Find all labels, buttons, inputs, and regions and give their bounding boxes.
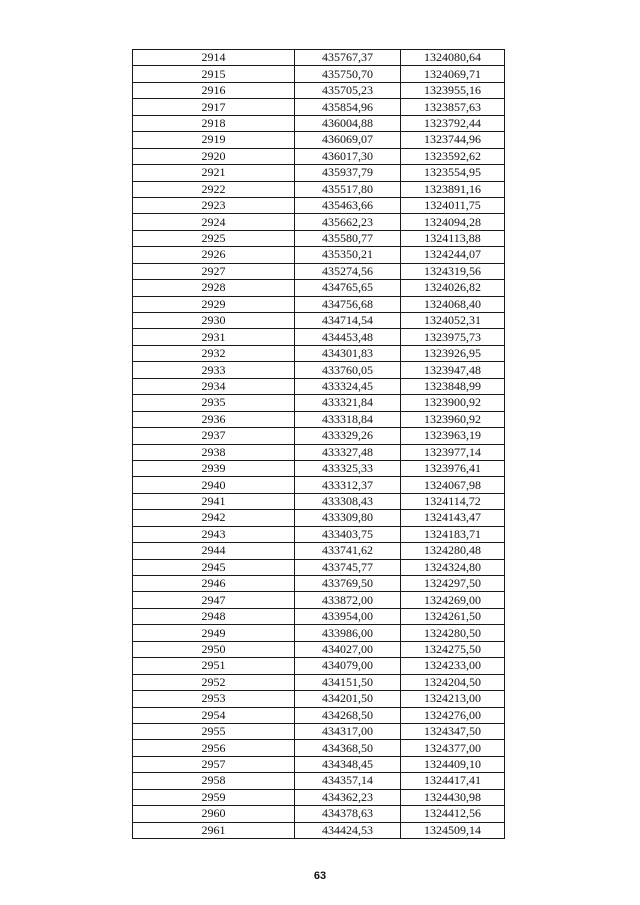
- y-coordinate-cell: 1324275,50: [401, 641, 505, 657]
- x-coordinate-cell: 435854,96: [295, 99, 401, 115]
- point-number-cell: 2925: [133, 230, 295, 246]
- y-coordinate-cell: 1324183,71: [401, 526, 505, 542]
- y-coordinate-cell: 1324080,64: [401, 50, 505, 66]
- table-row: [133, 247, 505, 263]
- point-number-cell: 2920: [133, 148, 295, 164]
- coordinates-table-body: [133, 50, 505, 839]
- y-coordinate-cell: 1324052,31: [401, 313, 505, 329]
- table-row: [133, 592, 505, 608]
- point-number-cell: 2934: [133, 378, 295, 394]
- point-number-cell: 2936: [133, 411, 295, 427]
- point-number-cell: 2933: [133, 362, 295, 378]
- x-coordinate-cell: 434027,00: [295, 641, 401, 657]
- y-coordinate-cell: 1323977,14: [401, 444, 505, 460]
- table-row: [133, 263, 505, 279]
- table-row: [133, 230, 505, 246]
- table-row: [133, 559, 505, 575]
- y-coordinate-cell: 1324204,50: [401, 674, 505, 690]
- point-number-cell: 2957: [133, 756, 295, 772]
- table-row: [133, 444, 505, 460]
- table-row: [133, 411, 505, 427]
- y-coordinate-cell: 1324261,50: [401, 608, 505, 624]
- x-coordinate-cell: 436004,88: [295, 115, 401, 131]
- y-coordinate-cell: 1324347,50: [401, 723, 505, 739]
- point-number-cell: 2946: [133, 576, 295, 592]
- x-coordinate-cell: 435463,66: [295, 197, 401, 213]
- point-number-cell: 2929: [133, 296, 295, 312]
- table-row: [133, 493, 505, 509]
- y-coordinate-cell: 1324233,00: [401, 658, 505, 674]
- x-coordinate-cell: 433308,43: [295, 493, 401, 509]
- y-coordinate-cell: 1324143,47: [401, 510, 505, 526]
- x-coordinate-cell: 433329,26: [295, 428, 401, 444]
- point-number-cell: 2945: [133, 559, 295, 575]
- table-row: [133, 658, 505, 674]
- x-coordinate-cell: 434268,50: [295, 707, 401, 723]
- x-coordinate-cell: 434079,00: [295, 658, 401, 674]
- x-coordinate-cell: 435350,21: [295, 247, 401, 263]
- point-number-cell: 2951: [133, 658, 295, 674]
- point-number-cell: 2924: [133, 214, 295, 230]
- y-coordinate-cell: 1324377,00: [401, 740, 505, 756]
- x-coordinate-cell: 433760,05: [295, 362, 401, 378]
- table-row: [133, 543, 505, 559]
- table-row: [133, 740, 505, 756]
- y-coordinate-cell: 1324011,75: [401, 197, 505, 213]
- point-number-cell: 2955: [133, 723, 295, 739]
- x-coordinate-cell: 434301,83: [295, 345, 401, 361]
- x-coordinate-cell: 434348,45: [295, 756, 401, 772]
- x-coordinate-cell: 433321,84: [295, 395, 401, 411]
- y-coordinate-cell: 1324213,00: [401, 691, 505, 707]
- x-coordinate-cell: 434714,54: [295, 313, 401, 329]
- y-coordinate-cell: 1324276,00: [401, 707, 505, 723]
- x-coordinate-cell: 435580,77: [295, 230, 401, 246]
- y-coordinate-cell: 1323947,48: [401, 362, 505, 378]
- point-number-cell: 2914: [133, 50, 295, 66]
- y-coordinate-cell: 1324417,41: [401, 773, 505, 789]
- y-coordinate-cell: 1323891,16: [401, 181, 505, 197]
- y-coordinate-cell: 1324067,98: [401, 477, 505, 493]
- x-coordinate-cell: 434368,50: [295, 740, 401, 756]
- y-coordinate-cell: 1323955,16: [401, 82, 505, 98]
- point-number-cell: 2939: [133, 460, 295, 476]
- table-row: [133, 806, 505, 822]
- point-number-cell: 2930: [133, 313, 295, 329]
- y-coordinate-cell: 1324244,07: [401, 247, 505, 263]
- point-number-cell: 2921: [133, 165, 295, 181]
- x-coordinate-cell: 433318,84: [295, 411, 401, 427]
- point-number-cell: 2915: [133, 66, 295, 82]
- point-number-cell: 2958: [133, 773, 295, 789]
- point-number-cell: 2953: [133, 691, 295, 707]
- x-coordinate-cell: 433954,00: [295, 608, 401, 624]
- table-row: [133, 280, 505, 296]
- point-number-cell: 2940: [133, 477, 295, 493]
- point-number-cell: 2918: [133, 115, 295, 131]
- table-row: [133, 395, 505, 411]
- y-coordinate-cell: 1323592,62: [401, 148, 505, 164]
- table-row: [133, 345, 505, 361]
- y-coordinate-cell: 1324113,88: [401, 230, 505, 246]
- x-coordinate-cell: 436069,07: [295, 132, 401, 148]
- y-coordinate-cell: 1324319,56: [401, 263, 505, 279]
- table-row: [133, 526, 505, 542]
- y-coordinate-cell: 1323975,73: [401, 329, 505, 345]
- x-coordinate-cell: 434765,65: [295, 280, 401, 296]
- y-coordinate-cell: 1323963,19: [401, 428, 505, 444]
- table-row: [133, 66, 505, 82]
- y-coordinate-cell: 1324280,50: [401, 625, 505, 641]
- x-coordinate-cell: 436017,30: [295, 148, 401, 164]
- point-number-cell: 2937: [133, 428, 295, 444]
- point-number-cell: 2952: [133, 674, 295, 690]
- x-coordinate-cell: 435662,23: [295, 214, 401, 230]
- x-coordinate-cell: 435750,70: [295, 66, 401, 82]
- table-row: [133, 329, 505, 345]
- x-coordinate-cell: 435705,23: [295, 82, 401, 98]
- point-number-cell: 2922: [133, 181, 295, 197]
- point-number-cell: 2949: [133, 625, 295, 641]
- table-row: [133, 165, 505, 181]
- table-row: [133, 148, 505, 164]
- y-coordinate-cell: 1323744,96: [401, 132, 505, 148]
- x-coordinate-cell: 435517,80: [295, 181, 401, 197]
- table-row: [133, 99, 505, 115]
- point-number-cell: 2919: [133, 132, 295, 148]
- table-row: [133, 674, 505, 690]
- x-coordinate-cell: 433741,62: [295, 543, 401, 559]
- table-row: [133, 378, 505, 394]
- table-row: [133, 707, 505, 723]
- table-row: [133, 789, 505, 805]
- table-row: [133, 428, 505, 444]
- point-number-cell: 2932: [133, 345, 295, 361]
- y-coordinate-cell: 1324114,72: [401, 493, 505, 509]
- table-row: [133, 460, 505, 476]
- x-coordinate-cell: 434378,63: [295, 806, 401, 822]
- coordinates-table: [132, 49, 505, 839]
- y-coordinate-cell: 1324430,98: [401, 789, 505, 805]
- point-number-cell: 2950: [133, 641, 295, 657]
- x-coordinate-cell: 433986,00: [295, 625, 401, 641]
- y-coordinate-cell: 1323848,99: [401, 378, 505, 394]
- point-number-cell: 2943: [133, 526, 295, 542]
- y-coordinate-cell: 1324069,71: [401, 66, 505, 82]
- table-row: [133, 510, 505, 526]
- point-number-cell: 2941: [133, 493, 295, 509]
- table-row: [133, 641, 505, 657]
- table-row: [133, 608, 505, 624]
- x-coordinate-cell: 434317,00: [295, 723, 401, 739]
- x-coordinate-cell: 435274,56: [295, 263, 401, 279]
- table-row: [133, 691, 505, 707]
- y-coordinate-cell: 1324094,28: [401, 214, 505, 230]
- x-coordinate-cell: 435767,37: [295, 50, 401, 66]
- table-row: [133, 576, 505, 592]
- table-row: [133, 756, 505, 772]
- point-number-cell: 2948: [133, 608, 295, 624]
- table-row: [133, 625, 505, 641]
- table-row: [133, 477, 505, 493]
- y-coordinate-cell: 1324297,50: [401, 576, 505, 592]
- table-row: [133, 115, 505, 131]
- y-coordinate-cell: 1323900,92: [401, 395, 505, 411]
- point-number-cell: 2916: [133, 82, 295, 98]
- point-number-cell: 2928: [133, 280, 295, 296]
- table-row: [133, 723, 505, 739]
- y-coordinate-cell: 1323976,41: [401, 460, 505, 476]
- point-number-cell: 2956: [133, 740, 295, 756]
- y-coordinate-cell: 1324280,48: [401, 543, 505, 559]
- x-coordinate-cell: 435937,79: [295, 165, 401, 181]
- point-number-cell: 2917: [133, 99, 295, 115]
- table-row: [133, 362, 505, 378]
- point-number-cell: 2931: [133, 329, 295, 345]
- table-row: [133, 82, 505, 98]
- y-coordinate-cell: 1324509,14: [401, 822, 505, 838]
- point-number-cell: 2927: [133, 263, 295, 279]
- x-coordinate-cell: 433872,00: [295, 592, 401, 608]
- x-coordinate-cell: 433324,45: [295, 378, 401, 394]
- y-coordinate-cell: 1323554,95: [401, 165, 505, 181]
- x-coordinate-cell: 434424,53: [295, 822, 401, 838]
- y-coordinate-cell: 1323926,95: [401, 345, 505, 361]
- x-coordinate-cell: 433769,50: [295, 576, 401, 592]
- x-coordinate-cell: 433309,80: [295, 510, 401, 526]
- x-coordinate-cell: 434453,48: [295, 329, 401, 345]
- point-number-cell: 2944: [133, 543, 295, 559]
- point-number-cell: 2961: [133, 822, 295, 838]
- point-number-cell: 2926: [133, 247, 295, 263]
- y-coordinate-cell: 1324026,82: [401, 280, 505, 296]
- point-number-cell: 2954: [133, 707, 295, 723]
- x-coordinate-cell: 433745,77: [295, 559, 401, 575]
- point-number-cell: 2938: [133, 444, 295, 460]
- x-coordinate-cell: 433403,75: [295, 526, 401, 542]
- table-row: [133, 50, 505, 66]
- x-coordinate-cell: 433327,48: [295, 444, 401, 460]
- x-coordinate-cell: 434151,50: [295, 674, 401, 690]
- table-row: [133, 296, 505, 312]
- table-row: [133, 313, 505, 329]
- x-coordinate-cell: 434357,14: [295, 773, 401, 789]
- point-number-cell: 2923: [133, 197, 295, 213]
- y-coordinate-cell: 1323960,92: [401, 411, 505, 427]
- table-row: [133, 822, 505, 838]
- y-coordinate-cell: 1324269,00: [401, 592, 505, 608]
- table-row: [133, 132, 505, 148]
- point-number-cell: 2947: [133, 592, 295, 608]
- x-coordinate-cell: 434201,50: [295, 691, 401, 707]
- table-row: [133, 773, 505, 789]
- x-coordinate-cell: 434756,68: [295, 296, 401, 312]
- x-coordinate-cell: 433325,33: [295, 460, 401, 476]
- x-coordinate-cell: 433312,37: [295, 477, 401, 493]
- y-coordinate-cell: 1324324,80: [401, 559, 505, 575]
- table-row: [133, 214, 505, 230]
- table-row: [133, 197, 505, 213]
- table-row: [133, 181, 505, 197]
- point-number-cell: 2942: [133, 510, 295, 526]
- point-number-cell: 2960: [133, 806, 295, 822]
- y-coordinate-cell: 1324409,10: [401, 756, 505, 772]
- y-coordinate-cell: 1324068,40: [401, 296, 505, 312]
- y-coordinate-cell: 1323792,44: [401, 115, 505, 131]
- y-coordinate-cell: 1323857,63: [401, 99, 505, 115]
- y-coordinate-cell: 1324412,56: [401, 806, 505, 822]
- point-number-cell: 2959: [133, 789, 295, 805]
- page-number: 63: [313, 870, 327, 882]
- point-number-cell: 2935: [133, 395, 295, 411]
- x-coordinate-cell: 434362,23: [295, 789, 401, 805]
